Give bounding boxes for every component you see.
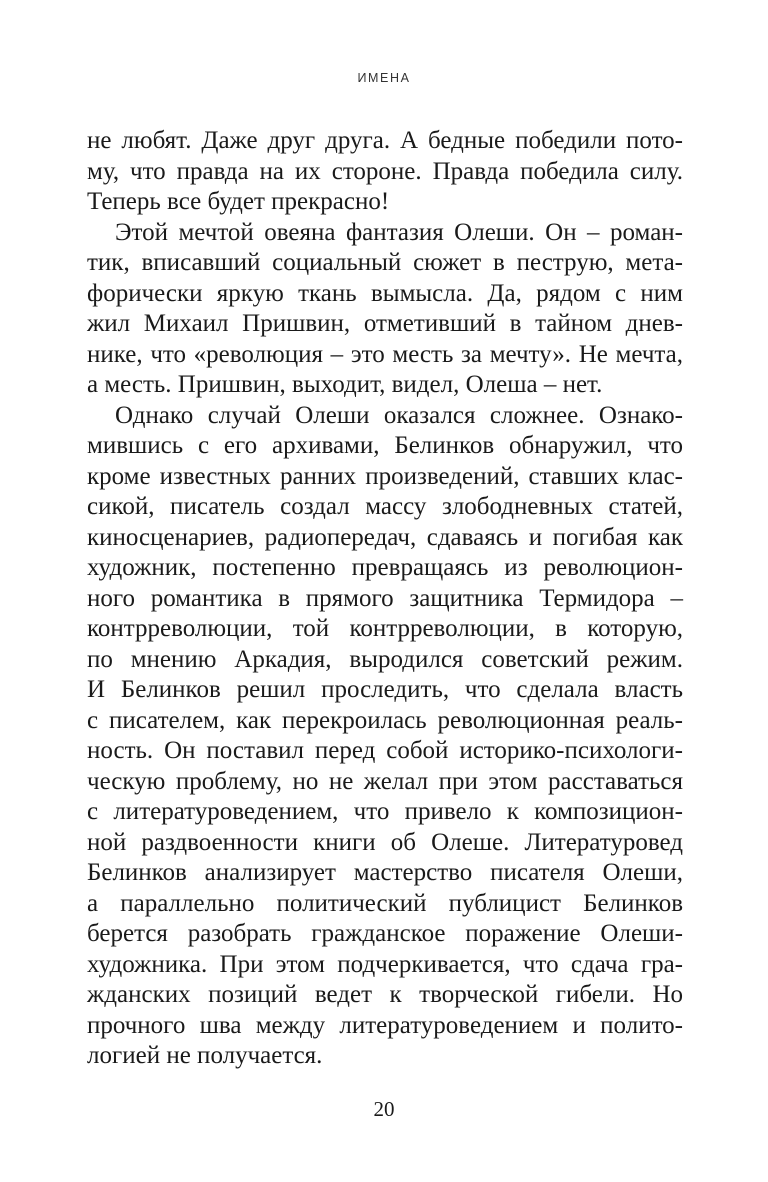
running-head: ИМЕНА <box>357 71 411 85</box>
text-line: художника. При этом подчеркивается, что сдача гра- <box>87 950 683 978</box>
text-line: художник, постепенно превращаясь из революцион- <box>87 554 683 581</box>
text-line: по мнению Аркадия, выродился советский режим. <box>87 645 683 673</box>
text-line: берется разобрать гражданское поражение Олеши- <box>87 920 683 947</box>
body-text <box>87 126 683 1072</box>
text-line: му, что правда на их стороне. Правда победила силу. <box>87 157 683 185</box>
text-line: ность. Он поставил перед собой историко-психологи- <box>87 737 683 764</box>
text-line: мившись с его архивами, Белинков обнаружил, что <box>87 432 683 459</box>
text-line: ческую проблему, но не желал при этом расставаться <box>87 767 683 795</box>
text-line: а параллельно политический публицист Белинков <box>87 889 683 917</box>
text-line: нике, что «революция – это месть за мечту». Не мечта, <box>87 340 683 368</box>
text-line: ного романтика в прямого защитника Термидора – <box>87 584 683 612</box>
text-line: тик, вписавший социальный сюжет в пеструю, мета- <box>87 249 683 276</box>
text-line: сикой, писатель создал массу злободневных статей, <box>87 493 683 520</box>
text-line: а месть. Пришвин, выходит, видел, Олеша – нет. <box>87 371 603 398</box>
text-line: Белинков анализирует мастерство писателя Олеши, <box>87 859 683 886</box>
text-line: Однако случай Олеши оказался сложнее. Ознако- <box>115 401 683 429</box>
page-number: 20 <box>373 1097 395 1121</box>
text-line: с писателем, как перекроилась революционная реаль- <box>87 706 683 734</box>
text-line: Этой мечтой овеяна фантазия Олеши. Он – роман- <box>115 218 683 246</box>
text-line: не любят. Даже друг друга. А бедные победили пото- <box>87 127 683 154</box>
text-line: И Белинков решил проследить, что сделала власть <box>87 676 683 703</box>
text-line: логией не получается. <box>87 1042 323 1069</box>
text-line: ной раздвоенности книги об Олеше. Литературовед <box>87 828 683 856</box>
text-line: контрреволюции, той контрреволюции, в которую, <box>87 615 683 642</box>
text-line: прочного шва между литературоведением и полито- <box>87 1011 683 1039</box>
text-line: жил Михаил Пришвин, отметивший в тайном днев- <box>87 310 683 337</box>
text-line: форически яркую ткань вымысла. Да, рядом с ним <box>87 279 683 307</box>
text-line: с литературоведением, что привело к композицион- <box>87 798 683 825</box>
text-line: жданских позиций ведет к творческой гибели. Но <box>87 981 683 1008</box>
text-line: кроме известных ранних произведений, ставших клас- <box>87 462 683 490</box>
text-line: киносценариев, радиопередач, сдаваясь и погибая как <box>87 523 683 551</box>
text-line: Теперь все будет прекрасно! <box>87 188 390 215</box>
